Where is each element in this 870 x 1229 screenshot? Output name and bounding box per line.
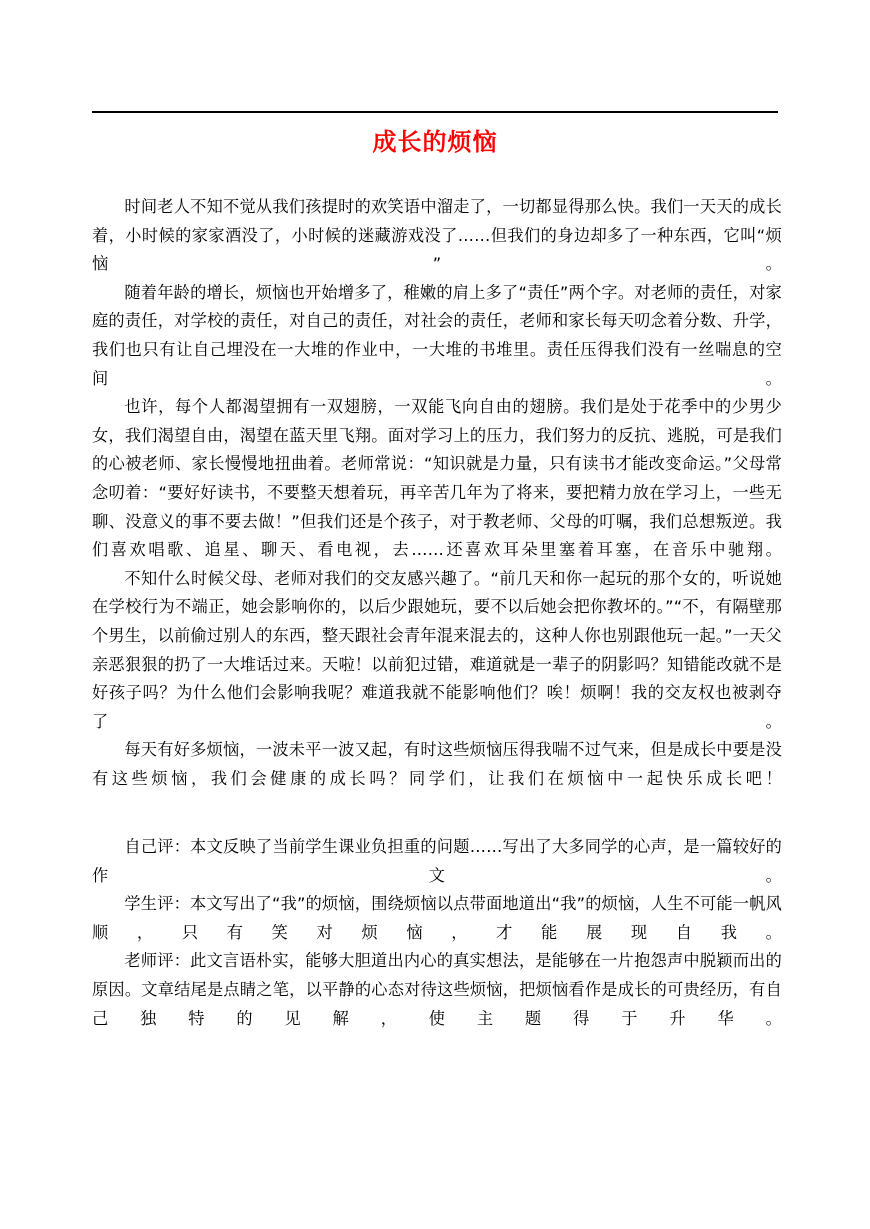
body-paragraph-1: 时间老人不知不觉从我们孩提时的欢笑语中溜走了，一切都显得那么快。我们一天天的成长着，小时候的家家酒没了，小时候的迷藏游戏没了……但我们的身边却多了一种东西，它叫“烦恼”。	[92, 197, 782, 274]
comment-teacher-evaluation: 老师评：此文言语朴实，能够大胆道出内心的真实想法，是能够在一片抱怨声中脱颖而出的原因。文章结尾是点睛之笔，以平静的心态对待这些烦恼，把烦恼看作是成长的可贵经历，有自己独特的见解，使主题得于升华。	[92, 951, 782, 1028]
comment-self-evaluation: 自己评：本文反映了当前学生课业负担重的问题……写出了大多同学的心声，是一篇较好的作文。	[92, 837, 782, 885]
body-paragraph-2: 随着年龄的增长，烦恼也开始增多了，稚嫩的肩上多了“责任”两个字。对老师的责任，对家庭的责任，对学校的责任，对自己的责任，对社会的责任，老师和家长每天叨念着分数、升学，我们也只有让自己埋没在一大堆的作业中，一大堆的书堆里。责任压得我们没有一丝喘息的空间。	[92, 282, 782, 388]
comment-student-evaluation: 学生评：本文写出了“我”的烦恼，围绕烦恼以点带面地道出“我”的烦恼，人生不可能一帆风顺，只有笑对烦恼，才能展现自我。	[92, 894, 782, 942]
essay-body	[92, 193, 782, 793]
body-paragraph-3: 也许，每个人都渴望拥有一双翅膀，一双能飞向自由的翅膀。我们是处于花季中的少男少女，我们渴望自由，渴望在蓝天里飞翔。面对学习上的压力，我们努力的反抗、逃脱，可是我们的心被老师、家长慢慢地扭曲着。老师常说：“知识就是力量，只有读书才能改变命运。”父母常念叨着：“要好好读书，不要整天想着玩，再辛苦几年为了将来，要把精力放在学习上，一些无聊、没意义的事不要去做！”但我们还是个孩子，对于教老师、父母的叮嘱，我们总想叛逆。我们喜欢唱歌、追星、聊天、看电视，去……还喜欢耳朵里塞着耳塞，在音乐中驰翔。	[92, 397, 782, 560]
body-paragraph-5: 每天有好多烦恼，一波未平一波又起，有时这些烦恼压得我喘不过气来，但是成长中要是没有这些烦恼，我们会健康的成长吗？同学们，让我们在烦恼中一起快乐成长吧！	[92, 740, 782, 788]
body-paragraph-4: 不知什么时候父母、老师对我们的交友感兴趣了。“前几天和你一起玩的那个女的，听说她在学校行为不端正，她会影响你的，以后少跟她玩，要不以后她会把你教坏的。”“不，有隔壁那个男生，以前偷过别人的东西，整天跟社会青年混来混去的，这种人你也别跟他玩一起。”一天父亲恶狠狠的扔了一大堆话过来。天啦！以前犯过错，难道就是一辈子的阴影吗？知错能改就不是好孩子吗？为什么他们会影响我呢？难道我就不能影响他们？唉！烦啊！我的交友权也被剥夺了。	[92, 568, 782, 731]
page-title: 成长的烦恼	[372, 128, 498, 156]
header-divider-rule	[92, 111, 778, 113]
evaluation-comments	[92, 833, 782, 1033]
